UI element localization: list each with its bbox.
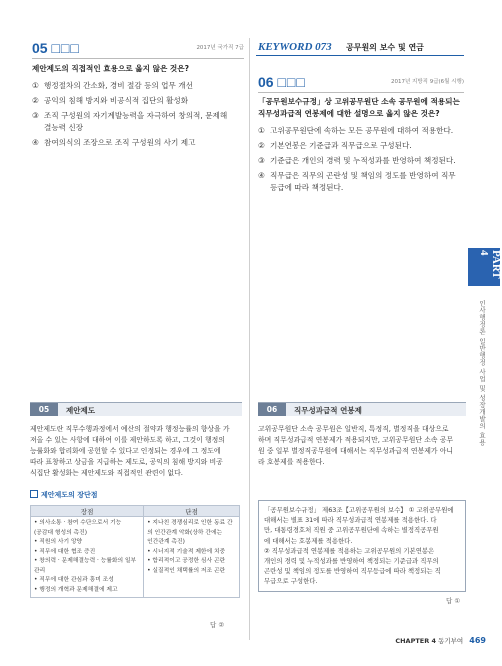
merit-table bbox=[30, 505, 240, 598]
answer-06: 답 ① bbox=[446, 597, 461, 605]
option-3[interactable]: ③ 조직 구성원의 자기계발능력을 자극하여 창의적, 문제해 bbox=[32, 111, 228, 120]
explanation-title: 제안제도 bbox=[66, 406, 95, 415]
option-4[interactable]: ④ 참여의식의 조장으로 조직 구성원의 사기 제고 bbox=[32, 138, 196, 147]
option-4[interactable]: ④ 직무급은 직무의 곤란성 및 책임의 정도를 반영하여 직무 bbox=[258, 171, 456, 180]
chapter-label: CHAPTER 4 bbox=[395, 637, 437, 645]
question-06 bbox=[258, 72, 464, 119]
column-divider bbox=[249, 38, 250, 640]
merit-cell: • 의사소통 · 참여 수단으로서 기능 (공감대 형성의 촉진) • 직원의 사기 앙양 • 직무에 대한 협조 증진 • 창의력 · 문제해결능력 · 능률화의 일부 관리 • 직무에 대한 관심과 흥미 조성 • 행정의 개혁과 문제해결에 제고 bbox=[31, 517, 144, 598]
option-1[interactable]: ① 고위공무원단에 속하는 모든 공무원에 대하여 적용한다. bbox=[258, 126, 454, 135]
part-side-text: 인사행정론 일반행정 사업 및 성장개발의 효용 bbox=[478, 300, 486, 446]
check-boxes[interactable]: □□□ bbox=[277, 74, 306, 90]
document-icon bbox=[30, 490, 38, 498]
explanation-05-header bbox=[30, 402, 242, 416]
page-number: 469 bbox=[469, 636, 486, 645]
question-number: 06 □□□ bbox=[258, 74, 306, 90]
question-number: 05 □□□ bbox=[32, 40, 80, 56]
question-05 bbox=[32, 38, 244, 75]
demerit-cell: • 지나친 경쟁심리로 인한 동료 간 의 인간관계 악화(상하 간에는 인간관계 촉진) • 시너지적 기술적 제한에 치중 • 합리적이고 공정한 심사 곤란 • 실질적인 채택률의 저조 곤란 bbox=[144, 517, 240, 598]
option-2[interactable]: ② 공익의 침해 방지와 비공식적 집단의 활성화 bbox=[32, 96, 189, 105]
explanation-05-text: 제안제도란 직무수행과정에서 예산의 절약과 행정능률의 향상을 가 져올 수 있는 사항에 대하여 이를 제안하도록 하고, 그것이 행정의 능률화와 합리화에 공헌할 수 있다고 인정되는 경우에 그 정도에 따라 표창하고 상금을 지급하는 제도로, 공익의 침해 방지와 비공 식집단 활성화는 제안제도와 직접적인 관련이 없다. bbox=[30, 425, 230, 477]
option-2[interactable]: ② 기본연봉은 기준급과 직무급으로 구성된다. bbox=[258, 141, 412, 150]
page-footer bbox=[395, 636, 486, 645]
explanation-number: 05 bbox=[30, 403, 58, 416]
explanation-number: 06 bbox=[258, 403, 286, 416]
answer-05: 답 ② bbox=[210, 621, 225, 629]
question-source: 2017년 국가직 7급 bbox=[196, 45, 244, 51]
option-3-cont: 결능력 신장 bbox=[44, 123, 84, 132]
option-4-cont: 등급에 따라 책정된다. bbox=[270, 183, 344, 192]
keyword-header bbox=[256, 40, 464, 56]
merit-table-box bbox=[30, 490, 240, 598]
table-header-demerit: 단점 bbox=[144, 506, 240, 517]
merit-title: 제안제도의 장단점 bbox=[30, 490, 240, 502]
law-excerpt-box: 「공무원보수규정」 제63조【고위공무원의 보수】 ① 고위공무원에 대해서는 별표 31에 따라 직무성과급적 연봉제를 적용한다. 다 만, 대통령경호처 직원 중 고위공무원단에 속하는 별정직공무원 에 대해서는 호봉제를 적용한다. ② 직무성과급적 연봉제를 적용하는 고위공무원의 기본연봉은 개인의 경력 및 누적성과를 반영하여 책정되는 기준급과 직무의 곤란성 및 책임의 정도를 반영하여 직무등급에 따라 책정되는 직 무급으로 구성한다. bbox=[258, 500, 466, 592]
question-source: 2017년 지방직 9급(6월 시행) bbox=[390, 79, 464, 85]
keyword-title: 공무원의 보수 및 연금 bbox=[346, 43, 424, 52]
option-1[interactable]: ① 행정절차의 간소화, 경비 절감 등의 업무 개선 bbox=[32, 81, 193, 90]
option-3[interactable]: ③ 기준급은 개인의 경력 및 누적성과를 반영하여 책정된다. bbox=[258, 156, 456, 165]
check-boxes[interactable]: □□□ bbox=[51, 40, 80, 56]
explanation-06-header bbox=[258, 402, 466, 416]
question-text-line-1: 「공무원보수규정」상 고위공무원단 소속 공무원에 적용되는 bbox=[258, 97, 460, 106]
question-text: 제안제도의 직접적인 효용으로 옳지 않은 것은? bbox=[32, 64, 189, 73]
explanation-06-text: 고위공무원단 소속 공무원은 일반직, 특정직, 별정직을 대상으로 하며 직무성과급적 연봉제가 적용되지만, 고위공무원단 소속 공무 원 중 일부 별정직공무원에 대해서는 직무성과급적 연봉제가 아니 라 호봉제를 적용한다. bbox=[258, 425, 454, 466]
chapter-title: 동기부여 bbox=[438, 637, 464, 645]
question-text-line-2: 직무성과급적 연봉제에 대한 설명으로 옳지 않은 것은? bbox=[258, 108, 440, 118]
table-header-merit: 장점 bbox=[31, 506, 144, 517]
explanation-title: 직무성과급적 연봉제 bbox=[294, 406, 362, 415]
part-tab[interactable]: PART 4 bbox=[468, 248, 500, 286]
keyword-label: KEYWORD 073 bbox=[258, 41, 332, 53]
